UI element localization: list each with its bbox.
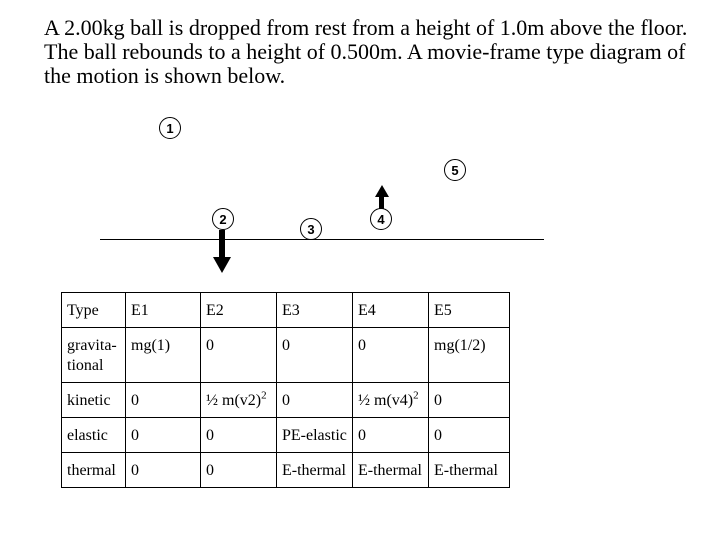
frame-4-velocity-arrow-shaft xyxy=(379,196,384,209)
kinetic-e2-text: ½ m(v2) xyxy=(206,392,262,409)
energy-table xyxy=(61,292,510,488)
table-cell: PE-elastic xyxy=(277,418,353,453)
down-arrow-icon xyxy=(213,257,231,273)
table-header-cell: E2 xyxy=(201,293,277,328)
table-cell xyxy=(353,383,429,418)
table-cell: kinetic xyxy=(62,383,126,418)
superscript: 2 xyxy=(413,389,419,402)
problem-statement: A 2.00kg ball is dropped from rest from a height of 1.0m above the floor. The ball rebounds to a height of 0.500m. A movie-frame type diagram of the motion is shown below. xyxy=(44,15,688,88)
table-cell: 0 xyxy=(126,418,201,453)
frame-2-velocity-arrow-shaft xyxy=(219,230,225,258)
table-header-cell: E3 xyxy=(277,293,353,328)
table-header-cell: E1 xyxy=(126,293,201,328)
table-cell: E-thermal xyxy=(277,453,353,488)
table-cell: gravita-tional xyxy=(62,328,126,383)
frame-1-ball: 1 xyxy=(159,117,181,139)
superscript: 2 xyxy=(261,389,267,402)
table-row xyxy=(62,418,510,453)
frame-5-ball: 5 xyxy=(444,159,466,181)
table-cell: 0 xyxy=(201,418,277,453)
table-cell: thermal xyxy=(62,453,126,488)
table-row xyxy=(62,328,510,383)
table-row xyxy=(62,383,510,418)
table-cell: 0 xyxy=(277,383,353,418)
table-cell: 0 xyxy=(277,328,353,383)
frame-4-ball: 4 xyxy=(370,208,392,230)
table-cell: mg(1/2) xyxy=(429,328,510,383)
table-cell: 0 xyxy=(429,418,510,453)
table-header-cell: E4 xyxy=(353,293,429,328)
table-row xyxy=(62,453,510,488)
table-cell: 0 xyxy=(201,453,277,488)
table-cell: mg(1) xyxy=(126,328,201,383)
floor-line xyxy=(100,239,544,240)
table-header-cell: E5 xyxy=(429,293,510,328)
table-cell: 0 xyxy=(429,383,510,418)
frame-3-ball: 3 xyxy=(300,218,322,240)
table-cell: 0 xyxy=(126,383,201,418)
table-cell: 0 xyxy=(353,328,429,383)
table-header-cell: Type xyxy=(62,293,126,328)
table-cell: 0 xyxy=(201,328,277,383)
kinetic-e4-text: ½ m(v4) xyxy=(358,392,414,409)
frame-2-ball: 2 xyxy=(212,208,234,230)
table-header-row xyxy=(62,293,510,328)
table-cell: 0 xyxy=(126,453,201,488)
table-cell xyxy=(201,383,277,418)
table-cell: E-thermal xyxy=(353,453,429,488)
table-cell: E-thermal xyxy=(429,453,510,488)
table-cell: elastic xyxy=(62,418,126,453)
table-cell: 0 xyxy=(353,418,429,453)
